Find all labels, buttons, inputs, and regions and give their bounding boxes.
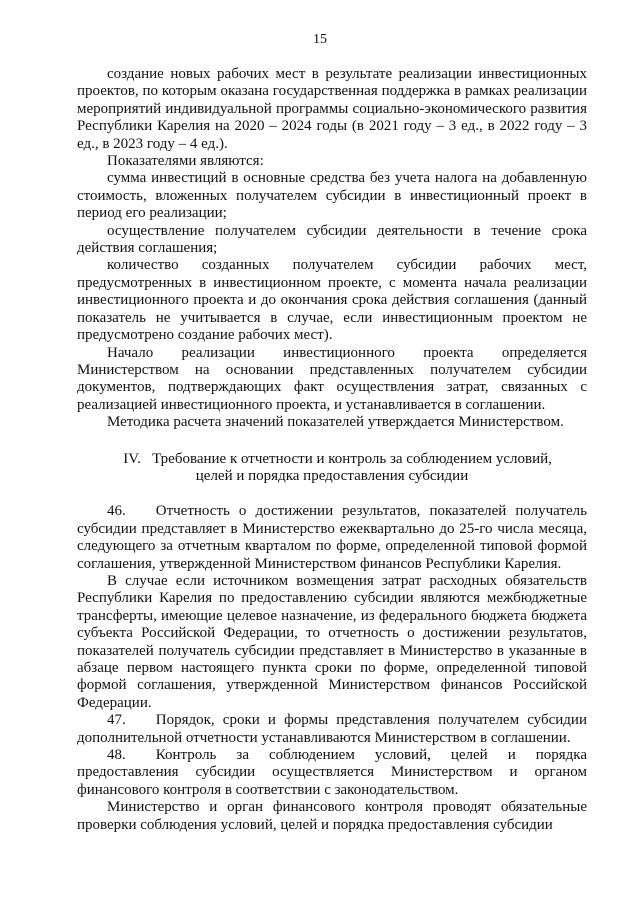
section-title-line-1: Требование к отчетности и контроль за соблюдением условий, bbox=[152, 450, 552, 467]
document-body bbox=[77, 66, 587, 834]
paragraph: сумма инвестиций в основные средства без учета налога на добавленную стоимость, вложенных получателем субсидии в инвестиционный проект в период его реализации; bbox=[77, 170, 587, 222]
paragraph: 48. Контроль за соблюдением условий, целей и порядка предоставления субсидии осуществляется Министерством и органом финансового контроля в соответствии с законодательством. bbox=[77, 747, 587, 798]
paragraph: Показателями являются: bbox=[107, 153, 264, 170]
paragraph: Начало реализации инвестиционного проекта определяется Министерством на основании представленных получателем субсидии документов, подтверждающих факт осуществления затрат, связанных с реализацией инвестиционного проекта, и устанавливается в соглашении. bbox=[77, 344, 587, 413]
paragraph: Методика расчета значений показателей утверждается Министерством. bbox=[107, 414, 564, 431]
paragraph: создание новых рабочих мест в результате реализации инвестиционных проектов, по которым оказана государственная поддержка в рамках реализации мероприятий индивидуальной программы социально-экономического развития Республики Карелия на 2020 – 2024 годы (в 2021 году – 3 ед., в 2022 году – 3 ед., в 2023 году – 4 ед.). bbox=[77, 66, 587, 152]
page-number: 15 bbox=[313, 32, 327, 47]
paragraph: В случае если источником возмещения затрат расходных обязательств Республики Карелия по предоставлению субсидии являются межбюджетные трансферты, имеющие целевое назначение, из федерального бюджета бюджета субъекта Российской Федерации, то отчетность о достижении результатов, показателей получатель субсидии представляет в Министерство в указанные в абзаце первом настоящего пункта сроки по форме, определенной типовой формой соглашения, утвержденной Министерством финансов Российской Федерации. bbox=[77, 572, 587, 711]
paragraph: 47. Порядок, сроки и формы представления получателем субсидии дополнительной отчетности устанавливаются Министерством в соглашении. bbox=[77, 712, 587, 746]
section-heading bbox=[77, 451, 587, 486]
section-number: IV. bbox=[123, 450, 141, 467]
paragraph: количество созданных получателем субсидии рабочих мест, предусмотренных в инвестиционном проекте, с момента начала реализации инвестиционного проекта и до окончания срока действия соглашения (данный показатель не учитывается в случае, если инвестиционным проектом не предусмотрено создание рабочих мест). bbox=[77, 257, 587, 344]
paragraph: 46. Отчетность о достижении результатов, показателей получатель субсидии представляет в Министерство ежеквартально до 25-го числа месяца, следующего за отчетным кварталом по форме, определенной типовой формой соглашения, утвержденной Министерством финансов Республики Карелия. bbox=[77, 503, 587, 572]
paragraph: осуществление получателем субсидии деятельности в течение срока действия соглашения; bbox=[77, 222, 587, 257]
section-title-line-2: целей и порядка предоставления субсидии bbox=[195, 467, 469, 484]
paragraph: Министерство и орган финансового контроля проводят обязательные проверки соблюдения условий, целей и порядка предоставления субсидии bbox=[77, 799, 587, 833]
section-heading-line-1 bbox=[77, 451, 587, 468]
